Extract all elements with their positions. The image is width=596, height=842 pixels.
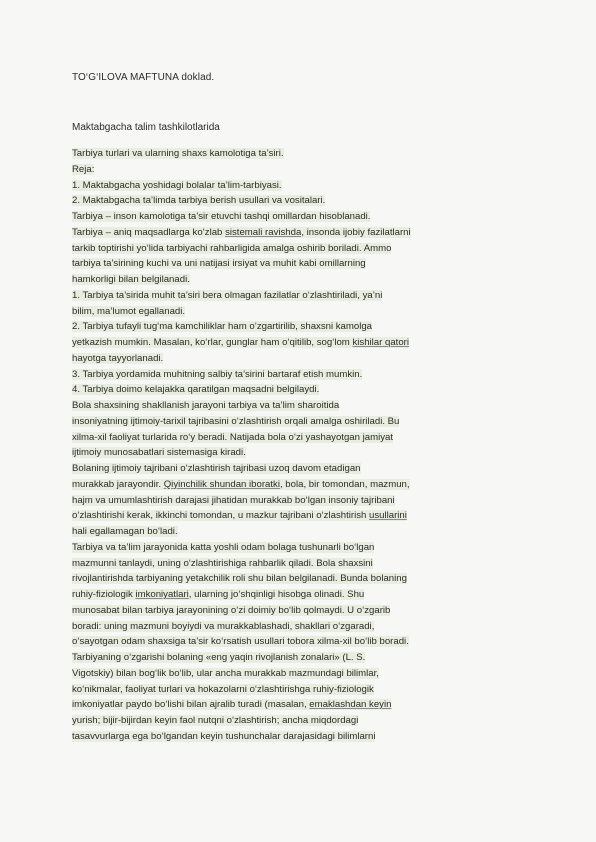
- text-line: [72, 697, 528, 713]
- text-segment: 1. Tarbiya ta’sirida muhit ta’siri bera olmagan fazilatlar o‘zlashtiriladi, ya’ni: [72, 289, 383, 301]
- text-line: [72, 146, 528, 162]
- text-segment: Bolaning ijtimoiy tajribani o‘zlashtirish tajribasi uzoq davom etadigan: [72, 463, 361, 474]
- text-line: [72, 587, 528, 603]
- text-segment: yetkazish mumkin. Masalan, ko‘rlar, gunglar ham o‘qitilib, sog‘lom: [72, 337, 353, 348]
- text-line: [72, 713, 528, 729]
- text-segment: , insonda ijobiy fazilatlarni: [301, 226, 411, 238]
- text-line: [72, 367, 528, 383]
- text-segment: bilim, ma’lumot egallanadi.: [72, 305, 186, 317]
- text-line: [72, 319, 528, 335]
- underlined-phrase: Qiyinchilik shundan iboratki: [163, 478, 280, 490]
- text-segment: yurish; bijir-bijirdan keyin faol nutqni o‘zlashtirish; ancha miqdordagi: [72, 715, 359, 726]
- text-line: [72, 272, 528, 288]
- text-line: [72, 382, 528, 398]
- text-segment: mazmunni tanlaydi, uning o‘zlashtirishiga rahbarlik qiladi. Bola shaxsini: [72, 557, 373, 569]
- text-segment: Bola shaxsining shakllanish jarayoni tarbiya va ta’lim sharoitida: [72, 400, 340, 411]
- text-line: [72, 603, 528, 619]
- text-segment: insoniyatning ijtimoiy-tarixil tajribasini o‘zlashtirish orqali amalga oshiriladi. Bu: [72, 415, 400, 427]
- text-line: [72, 209, 528, 225]
- text-line: [72, 477, 528, 493]
- text-line: [72, 524, 528, 540]
- text-line: [72, 461, 528, 477]
- text-segment: tarkib toptirishi yo‘lida tarbiyachi rahbarligida amalga oshirib boriladi. Ammo: [72, 242, 392, 254]
- text-line: [72, 508, 528, 524]
- text-segment: murakkab jarayondir.: [72, 478, 164, 490]
- text-segment: 4. Tarbiya doimo kelajakka qaratilgan maqsadni belgilaydi.: [72, 384, 320, 396]
- text-line: [72, 540, 528, 556]
- text-segment: munosabat bilan tarbiya jarayonining o‘zi doimiy bo‘lib qolmaydi. U o‘zgarib: [72, 604, 391, 616]
- text-line: [72, 445, 528, 461]
- text-segment: ruhiy-fiziologik: [72, 589, 136, 600]
- document-subtitle: Maktabgacha talim tashkilotlarida: [72, 122, 220, 133]
- text-segment: Reja:: [72, 163, 95, 175]
- text-segment: Tarbiyaning o‘zgarishi bolaning «eng yaqin rivojlanish zonalari» (L. S.: [72, 652, 366, 663]
- text-segment: 3. Tarbiya yordamida muhitning salbiy ta’sirini bartaraf etish mumkin.: [72, 368, 363, 380]
- text-segment: Tarbiya – aniq maqsadlarga ko‘zlab: [72, 226, 226, 238]
- text-line: [72, 398, 528, 414]
- underlined-phrase: sistemali ravishda: [225, 226, 302, 238]
- underlined-phrase: kishilar qatori: [352, 337, 409, 348]
- text-segment: Tarbiya turlari va ularning shaxs kamolotiga ta’siri.: [72, 148, 284, 159]
- text-segment: Vigotskiy) bilan bog‘lik bo‘lib, ular ancha murakkab mazmundagi bilimlar,: [72, 667, 379, 679]
- text-line: [72, 571, 528, 587]
- text-line: [72, 162, 528, 178]
- text-line: [72, 682, 528, 698]
- text-line: [72, 430, 528, 446]
- text-line: [72, 634, 528, 650]
- text-line: [72, 414, 528, 430]
- text-segment: tasavvurlarga ega bo‘lgandan keyin tushunchalar darajasidagi bilimlarni: [72, 730, 376, 742]
- text-segment: hali egallamagan bo‘ladi.: [72, 526, 178, 537]
- text-line: [72, 619, 528, 635]
- text-segment: 2. Tarbiya tufayli tug‘ma kamchiliklar ham o‘zgartirilib, shaxsni kamolga: [72, 321, 373, 333]
- underlined-phrase: usullarini: [369, 510, 407, 522]
- underlined-phrase: emaklashdan keyin: [309, 699, 392, 711]
- text-line: [72, 650, 528, 666]
- text-segment: o‘zlashtirishi kerak, ikkinchi tomondan, u mazkur tajribani o‘zlashtirish: [72, 510, 369, 522]
- text-line: [72, 256, 528, 272]
- text-segment: o‘sayotgan odam shaxsiga ta’sir ko‘rsatish usullari tobora xilma-xil bo‘lib boradi.: [72, 636, 409, 648]
- underlined-phrase: imkoniyatlari: [135, 589, 189, 600]
- text-line: [72, 351, 528, 367]
- text-line: [72, 304, 528, 320]
- text-line: [72, 193, 528, 209]
- text-line: [72, 288, 528, 304]
- text-line: [72, 225, 528, 241]
- text-line: [72, 666, 528, 682]
- text-segment: hamkorligi bilan belgilanadi.: [72, 274, 190, 285]
- text-segment: rivojlantirishda tarbiyaning yetakchilik roli shu bilan belgilanadi. Bunda bolaning: [72, 573, 407, 585]
- text-segment: hajm va umumlashtirish darajasi jihatidan murakkab bo‘lgan insoniy tajribani: [72, 494, 395, 506]
- text-segment: hayotga tayyorlanadi.: [72, 352, 164, 364]
- text-segment: boradi: uning mazmuni boyiydi va murakkablashadi, shakllari o‘zgaradi,: [72, 620, 375, 632]
- text-segment: tarbiya ta’sirining kuchi va uni natijasi irsiyat va muhit kabi omillarning: [72, 258, 366, 270]
- text-line: [72, 493, 528, 509]
- text-segment: , bola, bir tomondan, mazmun,: [279, 478, 410, 490]
- text-line: [72, 729, 528, 745]
- text-line: [72, 335, 528, 351]
- document-body: [72, 146, 528, 745]
- text-segment: imkoniyatlar paydo bo‘lishi bilan ajralib turadi (masalan,: [72, 699, 310, 711]
- text-segment: 1. Maktabgacha yoshidagi bolalar ta’lim-tarbiyasi.: [72, 179, 282, 191]
- text-line: [72, 178, 528, 194]
- text-segment: , ularning jo‘shqinligi hisobga olinadi. Shu: [188, 589, 365, 600]
- text-segment: ko‘nikmalar, faoliyat turlari va hokazolarni o‘zlashtirishga ruhiy-fiziologik: [72, 683, 374, 695]
- text-segment: Tarbiya – inson kamolotiga ta’sir etuvchi tashqi omillardan hisoblanadi.: [72, 211, 371, 222]
- text-segment: ijtimoiy munosabatlari sistemasiga kiradi.: [72, 447, 246, 459]
- text-segment: xilma-xil faoliyat turlarida ro‘y beradi. Natijada bola o‘zi yashayotgan jamiyat: [72, 431, 394, 443]
- document-header: TO‘G‘ILOVA MAFTUNA doklad.: [72, 72, 215, 83]
- text-line: [72, 556, 528, 572]
- text-segment: Tarbiya va ta’lim jarayonida katta yoshli odam bolaga tushunarli bo‘lgan: [72, 541, 375, 553]
- text-segment: 2. Maktabgacha ta’limda tarbiya berish usullari va vositalari.: [72, 195, 326, 207]
- text-line: [72, 241, 528, 257]
